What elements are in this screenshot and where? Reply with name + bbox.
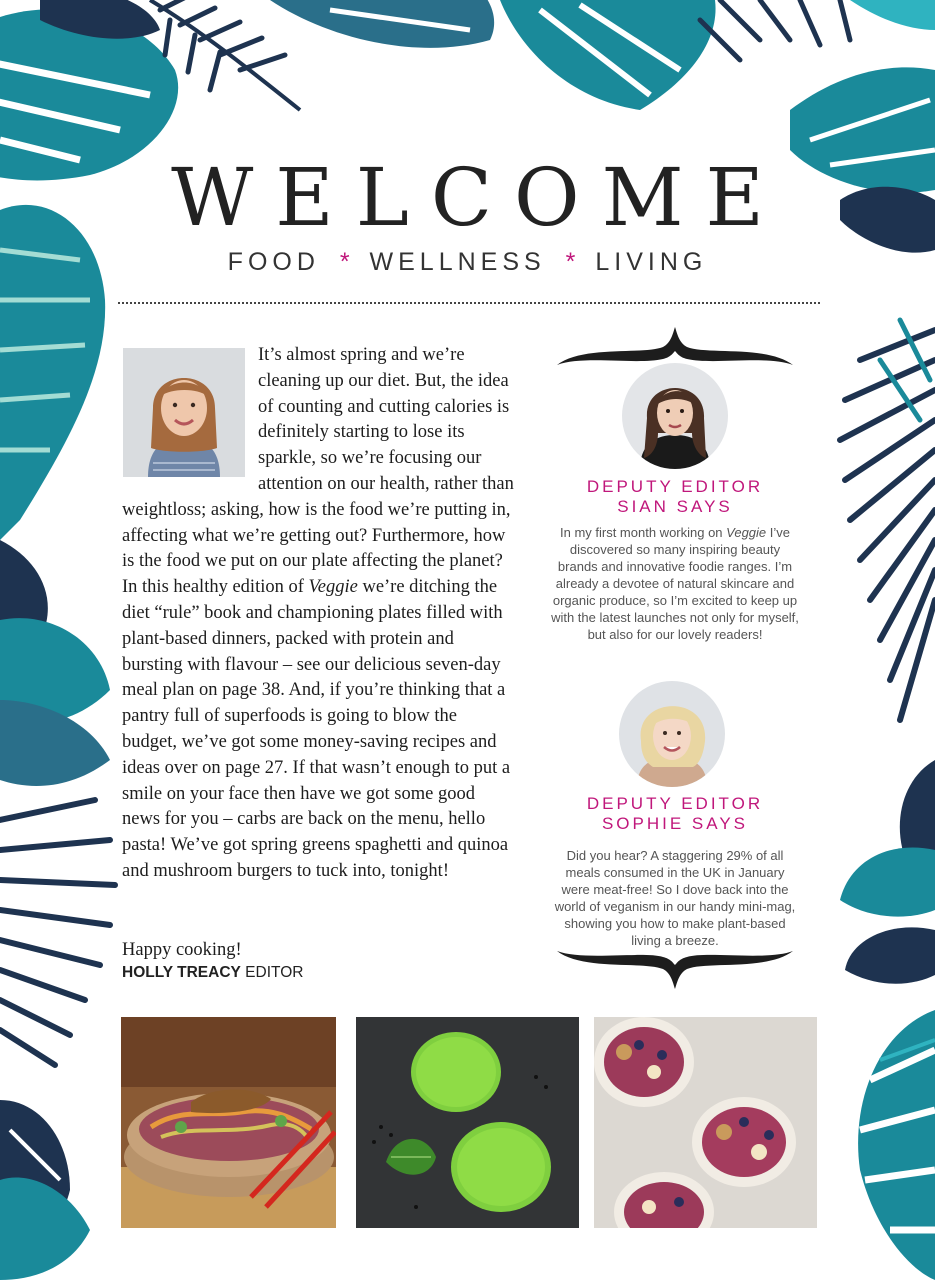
signature xyxy=(122,964,303,982)
noodle-bowl-photo xyxy=(121,1017,336,1228)
editor-letter xyxy=(122,343,514,885)
sophie-heading xyxy=(545,794,805,834)
sian-text-part-1: In my first month working on xyxy=(559,525,727,540)
dotted-divider xyxy=(118,302,820,304)
sophie-quote: Did you hear? A staggering 29% of all meals consumed in the UK in January were meat-free! So I dove back into the world of veganism in our handy mini-mag, showing you how to make plant-based living a breeze. xyxy=(554,848,796,948)
magazine-name: Veggie xyxy=(308,577,358,598)
sian-text-part-2: I’ve discovered so many inspiring beauty brands and innovative foodie ranges. I’m already a devotee of natural skincare and organic produce, so I’m excited to keep up with the latest launches not only for myself, but also for our lovely readers! xyxy=(551,525,799,642)
tagline-living: LIVING xyxy=(595,248,708,276)
letter-text-part-1: It’s almost spring and we’re cleaning up our diet. But, the idea of counting and cutting calories is definitely starting to lose its sparkle, so we’re focusing our attention on our health, rather than weightloss; asking, how is the food we’re putting in, affecting what we’re getting out? Furthermore, how is the food we put on our plate affecting the planet? In this healthy edition of xyxy=(122,345,514,598)
sian-says: SIAN SAYS xyxy=(617,497,733,516)
bottom-brace-ornament xyxy=(553,941,797,991)
letter-text-part-2: we’re ditching the diet “rule” book and championing plates filled with plant-based dinners, packed with protein and bursting with flavour – see our delicious seven-day meal plan on page 38. And, if you’re thinking that a pantry full of superfoods is going to blow the budget, we’ve got some money-saving recipes and ideas over on page 27. If that wasn’t enough to put a smile on your face then have we got some good news for you – carbs are back on the menu, hello pasta! We’ve got spring greens spaghetti and quinoa and mushroom burgers to tuck into, tonight! xyxy=(122,577,511,881)
green-smoothie-photo xyxy=(356,1017,579,1228)
sian-quote xyxy=(550,524,800,643)
deputy-editors-sidebar xyxy=(545,325,805,995)
editor-role: EDITOR xyxy=(245,964,304,981)
tagline-separator-star: * xyxy=(339,248,350,276)
editor-name: HOLLY TREACY xyxy=(122,964,241,981)
signoff: Happy cooking! xyxy=(122,940,242,960)
portrait-spacer xyxy=(122,343,258,495)
tagline-food: FOOD xyxy=(227,248,320,276)
sian-heading xyxy=(545,477,805,517)
sian-magazine-name: Veggie xyxy=(726,525,767,540)
page-title: WELCOME xyxy=(171,151,786,244)
sophie-role: DEPUTY EDITOR xyxy=(586,794,764,813)
tagline-wellness: WELLNESS xyxy=(369,248,546,276)
tagline-separator-star: * xyxy=(565,248,576,276)
sian-role: DEPUTY EDITOR xyxy=(586,477,764,496)
acai-bowls-photo xyxy=(594,1017,817,1228)
tagline xyxy=(0,248,935,277)
sophie-portrait xyxy=(619,681,725,787)
sian-portrait xyxy=(622,363,728,469)
sophie-says: SOPHIE SAYS xyxy=(601,814,749,833)
